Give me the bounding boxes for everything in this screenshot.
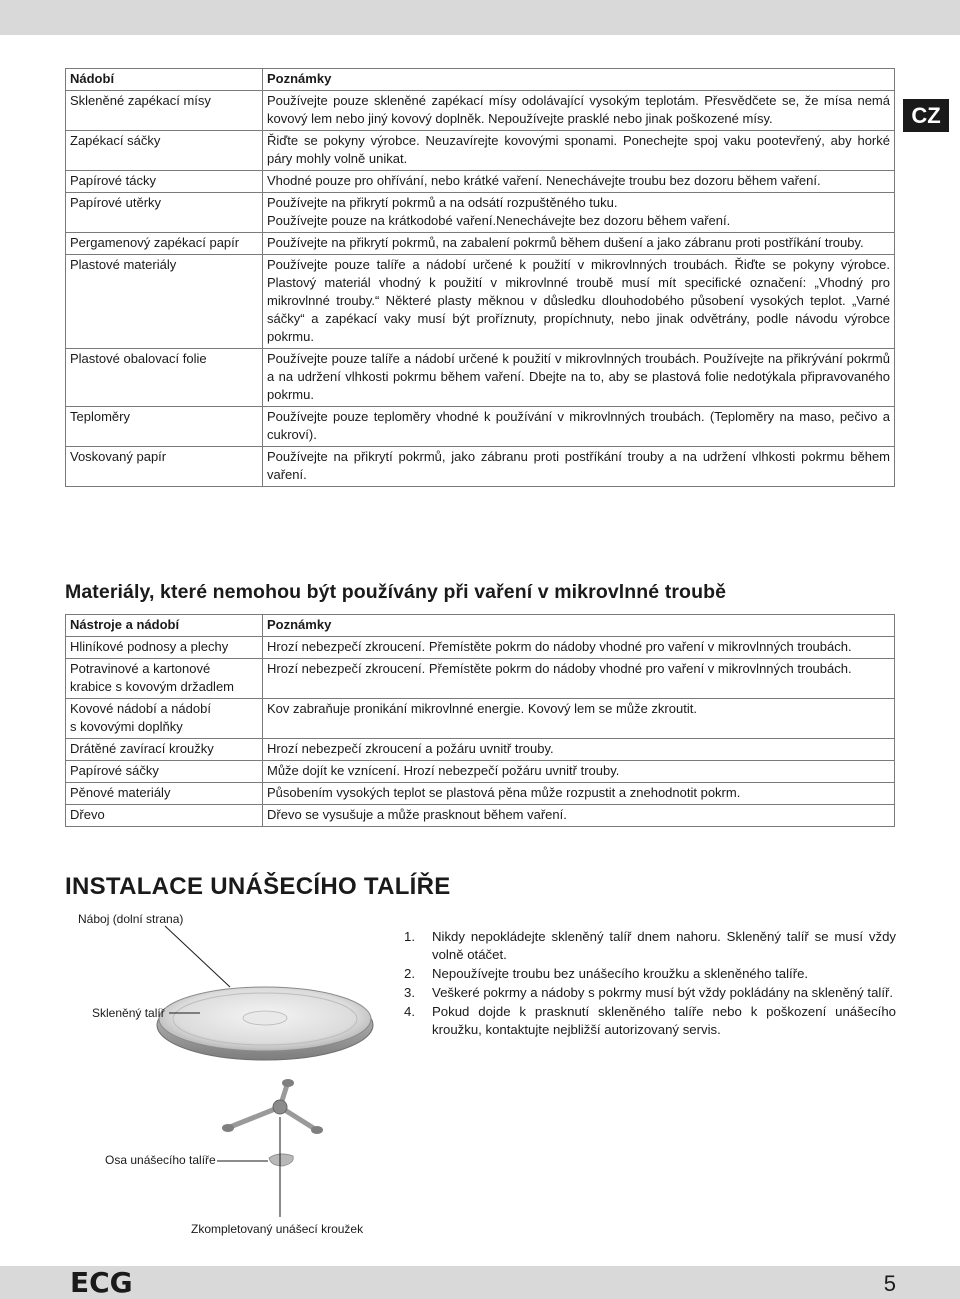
column-header-notes: Poznámky xyxy=(263,615,895,637)
row-item: Zapékací sáčky xyxy=(66,131,263,171)
table-row xyxy=(66,233,895,255)
turntable-diagram xyxy=(65,905,395,1245)
item-line: s kovovými doplňky xyxy=(70,719,183,734)
table-header-row xyxy=(66,69,895,91)
unsuitable-materials-table xyxy=(65,614,895,827)
step-text: Nepoužívejte troubu bez unášecího kroužku a skleněného talíře. xyxy=(432,966,809,981)
list-item xyxy=(404,1003,896,1039)
row-item: Teploměry xyxy=(66,407,263,447)
row-item: Papírové tácky xyxy=(66,171,263,193)
item-line: krabice s kovovým držadlem xyxy=(70,679,234,694)
table-row xyxy=(66,193,895,233)
column-header-item: Nástroje a nádobí xyxy=(66,615,263,637)
table-row xyxy=(66,761,895,783)
row-item xyxy=(66,659,263,699)
row-notes: Používejte pouze talíře a nádobí určené k použití v mikrovlnných troubách. Řiďte se pokyny výrobce. Plastový materiál vhodný k použití v mikrovlnné troubě musí mít specifické označení: „Vhodný pro mikrovlnné trouby.“ Některé plasty měknou v důsledku dlouhodobého působení vysokých teplot. „Varné sáčky“ a zapékací vaky musí být proříznuty, propíchnuty, nebo jinak odvětrány, podle návodu výrobce pokrmu. xyxy=(263,255,895,349)
table-row xyxy=(66,349,895,407)
table-row xyxy=(66,805,895,827)
step-number: 4. xyxy=(404,1004,415,1019)
table-row xyxy=(66,447,895,487)
row-item: Plastové materiály xyxy=(66,255,263,349)
row-notes: Používejte pouze talíře a nádobí určené k použití v mikrovlnných troubách. Používejte na přikrývání pokrmů a na udržení vlhkosti pokrmu během vaření. Dbejte na to, aby se plastová folie nedotýkala připravovaného pokrmu. xyxy=(263,349,895,407)
table-row xyxy=(66,91,895,131)
header-bar xyxy=(0,0,960,35)
list-item xyxy=(404,965,896,983)
label-hub: Náboj (dolní strana) xyxy=(78,912,184,926)
suitable-materials-table xyxy=(65,68,895,487)
step-number: 3. xyxy=(404,985,415,1000)
leader-line-hub xyxy=(165,926,230,987)
footer-bar xyxy=(0,1266,960,1299)
row-item: Hliníkové podnosy a plechy xyxy=(66,637,263,659)
row-item: Pěnové materiály xyxy=(66,783,263,805)
row-notes: Dřevo se vysušuje a může prasknout během vaření. xyxy=(263,805,895,827)
row-notes: Používejte pouze skleněné zapékací mísy odolávající vysokým teplotám. Přesvědčete se, že mísa nemá kovový lem nebo jiný kovový doplněk. Nepoužívejte prasklé nebo jinak poškozené mísy. xyxy=(263,91,895,131)
table-row xyxy=(66,659,895,699)
row-item: Dřevo xyxy=(66,805,263,827)
row-notes: Hrozí nebezpečí zkroucení a požáru uvnitř trouby. xyxy=(263,739,895,761)
row-notes: Může dojít ke vznícení. Hrozí nebezpečí požáru uvnitř trouby. xyxy=(263,761,895,783)
list-item xyxy=(404,928,896,964)
step-text: Nikdy nepokládejte skleněný talíř dnem nahoru. Skleněný talíř se musí vždy volně otáčet. xyxy=(432,929,896,962)
table-row xyxy=(66,255,895,349)
row-notes: Hrozí nebezpečí zkroucení. Přemístěte pokrm do nádoby vhodné pro vaření v mikrovlnných troubách. xyxy=(263,659,895,699)
table-row xyxy=(66,699,895,739)
row-item: Drátěné zavírací kroužky xyxy=(66,739,263,761)
row-notes: Hrozí nebezpečí zkroucení. Přemístěte pokrm do nádoby vhodné pro vaření v mikrovlnných troubách. xyxy=(263,637,895,659)
turntable-illustration xyxy=(65,905,395,1245)
row-notes: Působením vysokých teplot se plastová pěna může rozpustit a znehodnotit pokrm. xyxy=(263,783,895,805)
item-line: Potravinové a kartonové xyxy=(70,661,211,676)
notes-line: Používejte na přikrytí pokrmů a na odsátí rozpuštěného tuku. xyxy=(267,195,618,210)
table-row xyxy=(66,171,895,193)
row-item xyxy=(66,699,263,739)
label-shaft: Osa unášecího talíře xyxy=(105,1153,216,1167)
row-notes: Řiďte se pokyny výrobce. Neuzavírejte kovovými sponami. Ponechejte spoj vaku pootevřený, aby horké páry mohly volně unikat. xyxy=(263,131,895,171)
table-row xyxy=(66,783,895,805)
step-number: 1. xyxy=(404,929,415,944)
row-item: Voskovaný papír xyxy=(66,447,263,487)
table-row xyxy=(66,637,895,659)
row-notes: Kov zabraňuje pronikání mikrovlnné energie. Kovový lem se může zkroutit. xyxy=(263,699,895,739)
row-notes xyxy=(263,193,895,233)
label-roller-ring: Zkompletovaný unášecí kroužek xyxy=(191,1222,364,1236)
roller-ring-shape xyxy=(222,1079,323,1134)
row-item: Papírové utěrky xyxy=(66,193,263,233)
label-glass-plate: Skleněný talíř xyxy=(92,1006,165,1020)
step-text: Pokud dojde k prasknutí skleněného talíře nebo k poškození unášecího kroužku, kontaktujte nejbližší autorizovaný servis. xyxy=(432,1004,896,1037)
table-row xyxy=(66,739,895,761)
install-steps-list xyxy=(404,928,896,1040)
step-number: 2. xyxy=(404,966,415,981)
row-item: Pergamenový zapékací papír xyxy=(66,233,263,255)
shaft-coupler-shape xyxy=(269,1154,293,1166)
step-text: Veškeré pokrmy a nádoby s pokrmy musí být vždy pokládány na skleněný talíř. xyxy=(432,985,894,1000)
list-item xyxy=(404,984,896,1002)
page-number: 5 xyxy=(883,1271,896,1296)
table-header-row xyxy=(66,615,895,637)
table-row xyxy=(66,131,895,171)
glass-plate-shape xyxy=(157,987,373,1060)
row-item: Plastové obalovací folie xyxy=(66,349,263,407)
row-item: Papírové sáčky xyxy=(66,761,263,783)
row-notes: Vhodné pouze pro ohřívání, nebo krátké vaření. Nenechávejte troubu bez dozoru během vaření. xyxy=(263,171,895,193)
row-notes: Používejte pouze teploměry vhodné k používání v mikrovlnných troubách. (Teploměry na maso, pečivo a cukroví). xyxy=(263,407,895,447)
brand-logo: ECG xyxy=(70,1266,133,1299)
column-header-item: Nádobí xyxy=(66,69,263,91)
language-badge: CZ xyxy=(903,99,949,132)
column-header-notes: Poznámky xyxy=(263,69,895,91)
notes-line: Používejte pouze na krátkodobé vaření.Nenechávejte bez dozoru během vaření. xyxy=(267,213,731,228)
table-row xyxy=(66,407,895,447)
section-heading-unsuitable: Materiály, které nemohou být používány při vaření v mikrovlnné troubě xyxy=(65,581,727,603)
row-notes: Používejte na přikrytí pokrmů, na zabalení pokrmů během dušení a jako zábranu proti postříkání trouby. xyxy=(263,233,895,255)
item-line: Kovové nádobí a nádobí xyxy=(70,701,211,716)
install-heading: INSTALACE UNÁŠECÍHO TALÍŘE xyxy=(65,873,451,900)
row-item: Skleněné zapékací mísy xyxy=(66,91,263,131)
row-notes: Používejte na přikrytí pokrmů, jako zábranu proti postříkání trouby a na udržení vlhkosti pokrmu během vaření. xyxy=(263,447,895,487)
